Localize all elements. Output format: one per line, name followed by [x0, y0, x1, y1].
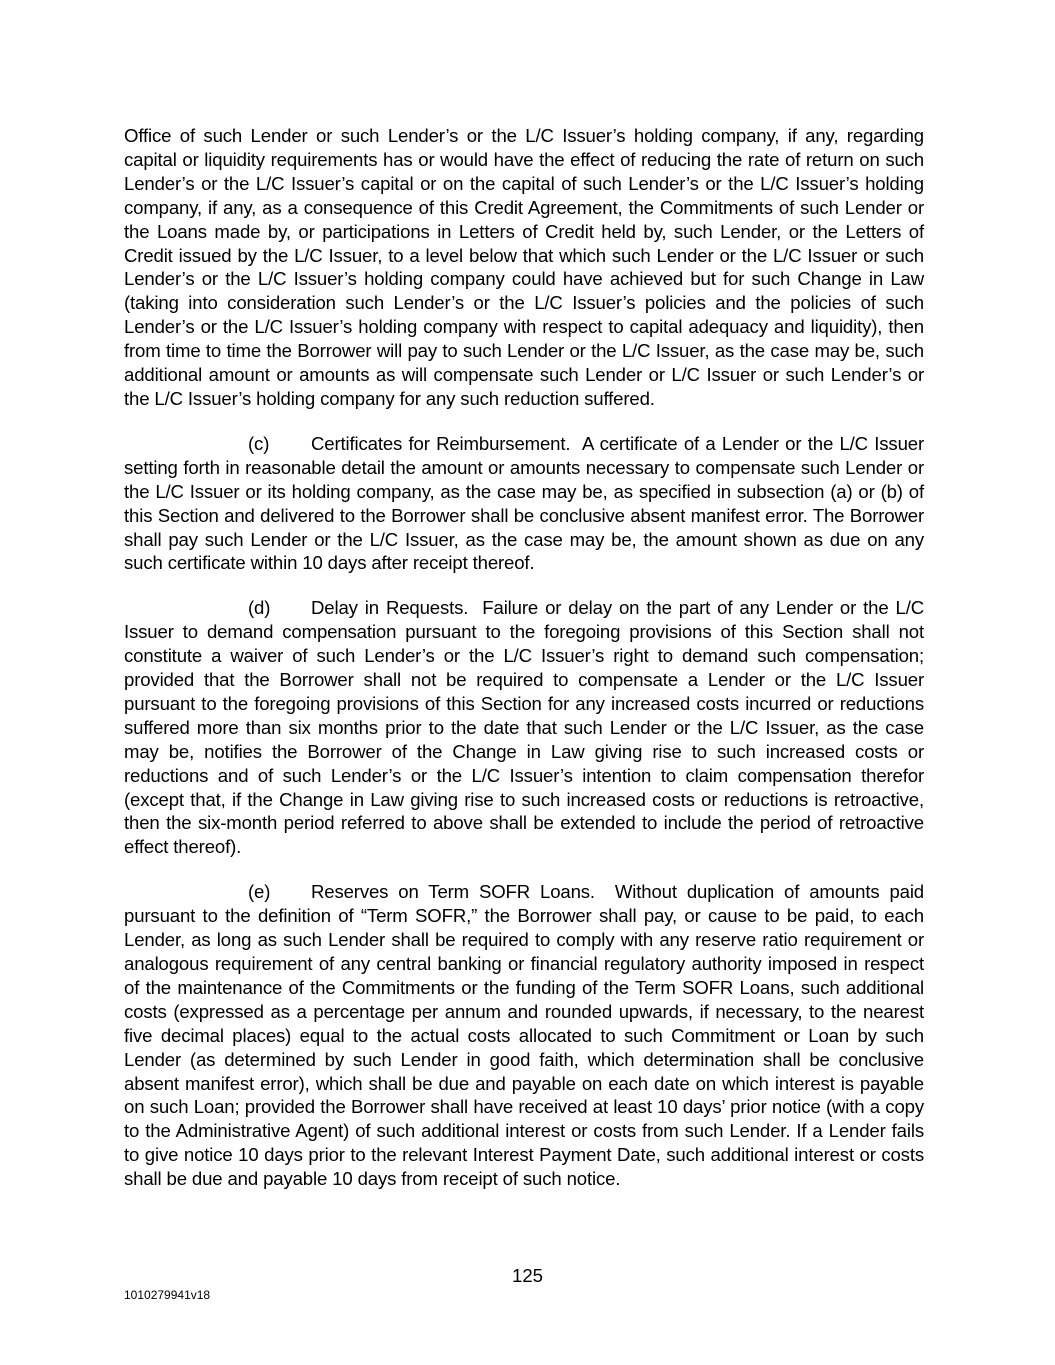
page-number: 125	[511, 1265, 544, 1286]
paragraph-c	[124, 432, 924, 575]
document-body	[124, 124, 924, 1212]
paragraph-heading: Reserves on Term SOFR Loans.	[311, 881, 595, 903]
paragraph-text: Without duplication of amounts paid pursuant to the definition of “Term SOFR,” the Borrower shall pay, or cause to be paid, to each Lender, as long as such Lender shall be required to comply with any reserve ratio requirement or analogous requirement of any central banking or financial regulatory authority imposed in respect of the maintenance of the Commitments or the funding of the Term SOFR Loans, such additional costs (expressed as a percentage per annum and rounded upwards, if necessary, to the nearest five decimal places) equal to the actual costs allocated to such Commitment or Loan by such Lender (as determined by such Lender in good faith, which determination shall be conclusive absent manifest error), which shall be due and payable on each date on which interest is payable on such Loan; provided the Borrower shall have received at least 10 days’ prior notice (with a copy to the Administrative Agent) of such additional interest or costs from such Lender. If a Lender fails to give notice 10 days prior to the relevant Interest Payment Date, such additional interest or costs shall be due and payable 10 days from receipt of such notice.	[124, 881, 924, 1190]
paragraph-text: A certificate of a Lender or the L/C Issuer setting forth in reasonable detail the amount or amounts necessary to compensate such Lender or the L/C Issuer or its holding company, as the case may be, as specified in subsection (a) or (b) of this Section and delivered to the Borrower shall be conclusive absent manifest error. The Borrower shall pay such Lender or the L/C Issuer, as the case may be, the amount shown as due on any such certificate within 10 days after receipt thereof.	[124, 432, 925, 574]
paragraph-heading: Certificates for Reimbursement.	[311, 432, 571, 454]
paragraph-number: (e)	[248, 881, 271, 903]
paragraph-heading: Delay in Requests.	[311, 597, 469, 619]
paragraph-text: Failure or delay on the part of any Lender or the L/C Issuer to demand compensation pursuant to the foregoing provisions of this Section shall not constitute a waiver of such Lender’s or the L/C Issuer’s right to demand such compensation; provided that the Borrower shall not be required to compensate a Lender or the L/C Issuer pursuant to the foregoing provisions of this Section for any increased costs incurred or reductions suffered more than six months prior to the date that such Lender or the L/C Issuer, as the case may be, notifies the Borrower of the Change in Law giving rise to such increased costs or reductions and of such Lender’s or the L/C Issuer’s intention to claim compensation therefor (except that, if the Change in Law giving rise to such increased costs or reductions is retroactive, then the six-month period referred to above shall be extended to include the period of retroactive effect thereof).	[124, 597, 924, 858]
paragraph-d	[124, 596, 924, 859]
document-id: 1010279941v18	[124, 1288, 211, 1302]
continuation-paragraph: Office of such Lender or such Lender’s or the L/C Issuer’s holding company, if any, regarding capital or liquidity requirements has or would have the effect of reducing the rate of return on such Lender’s or the L/C Issuer’s capital or on the capital of such Lender’s or the L/C Issuer’s holding company, if any, as a consequence of this Credit Agreement, the Commitments of such Lender or the Loans made by, or participations in Letters of Credit held by, such Lender, or the Letters of Credit issued by the L/C Issuer, to a level below that which such Lender or the L/C Issuer or such Lender’s or the L/C Issuer’s holding company could have achieved but for such Change in Law (taking into consideration such Lender’s or the L/C Issuer’s policies and the policies of such Lender’s or the L/C Issuer’s holding company with respect to capital adequacy and liquidity), then from time to time the Borrower will pay to such Lender or the L/C Issuer, as the case may be, such additional amount or amounts as will compensate such Lender or L/C Issuer or such Lender’s or the L/C Issuer’s holding company for any such reduction suffered.	[124, 125, 924, 409]
paragraph-e	[124, 880, 924, 1191]
paragraph-number: (d)	[248, 597, 271, 619]
paragraph-number: (c)	[248, 432, 270, 454]
